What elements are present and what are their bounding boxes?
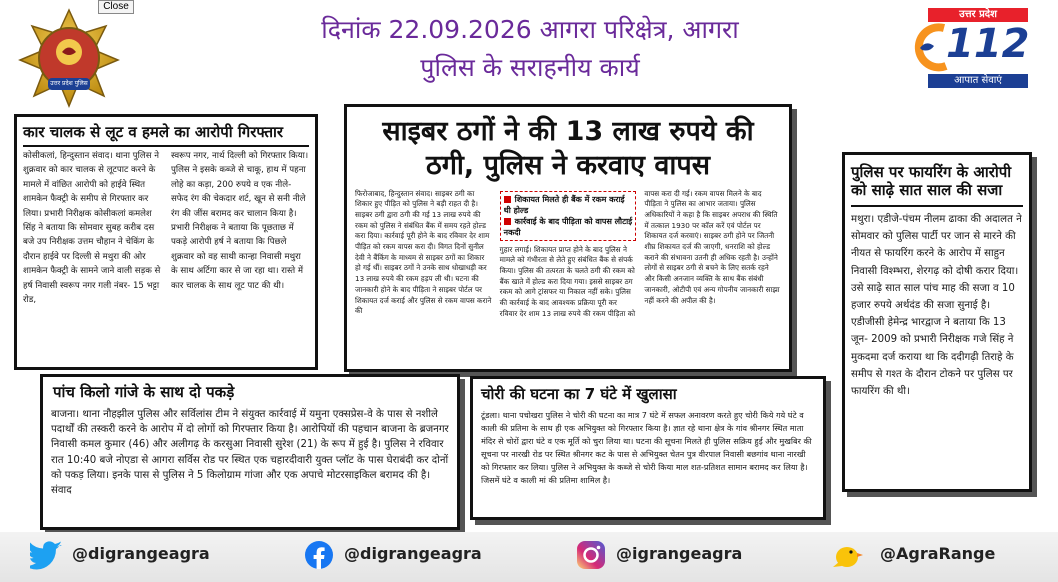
page-title-date: दिनांक 22.09.2026 आगरा परिक्षेत्र, आगरा — [321, 15, 739, 44]
up-112-logo — [912, 8, 1032, 90]
koo-handle-link[interactable]: @AgraRange — [880, 544, 996, 563]
facebook-handle-link[interactable]: @digrangeagra — [344, 544, 482, 563]
article-body: टूंडला। थाना पचोखरा पुलिस ने चोरी की घटना का मात्र 7 घंटे में सफल अनावरण करते हुए चोरी किये गये घंटे व काली की प्रतिमा के साथ ही एक अभियुक्त को गिरफ्तार किया है। ज्ञात रहे थाना क्षेत्र के गांव श्रीनगर स्थित माता मंदिर से चोरों द्वारा घंटे व एक मूर्ति को चुरा लिया था। घटना की सूचना मिलते ही पुलिस सक्रिय हुई और मुखबिर की सूचना पर नारखी रोड पर स्थित श्रीनगर कट के पास से अभियुक्त चेतन पुत्र वीरपाल निवासी बछगांव थाना नारखी को गिरफ्तार कर लिया। पुलिस ने अभियुक्त के कब्जे से चोरी किया माल शत-प्रतिशत सामान बरामद कर लिया है। जिसमें घंटे व काली मां की प्रतिमा शामिल है। — [481, 410, 812, 485]
article-headline: पुलिस पर फायरिंग के आरोपी को साढ़े सात साल की सजा — [851, 163, 1012, 199]
callout-point: कार्रवाई के बाद पीड़िता को वापस लौटाई नकदी — [503, 216, 633, 237]
social-footer — [0, 532, 1058, 582]
article-body-column: स्वरूप नगर, नार्थ दिल्ली को गिरफ्तार किया। पुलिस ने इसके कब्जे से चाकू, हाथ में पहना लोहे का कड़ा, 200 रुपये व एक नीले- सफेद रंग की चेकदार शर्ट, खून से सनी नीले रंग की जींस बरामद कर चालान किया है। प्रभारी निरीक्षक ने बताया कि पूछताछ में पकड़े आरोपी हर्ष ने बताया कि पिछले शुक्रवार को वह साथी कान्हा निवासी मथुरा के साथ अर्टिगा कार से जा रहा था। रास्ते में कार चालक के साथ लूट पाट की थी। — [171, 151, 309, 291]
article-body-column: वापस करा दी गई। रकम वापस मिलने के बाद पीड़िता ने पुलिस का आभार जताया। पुलिस अधिकारियों ने कहा है कि साइबर अपराध की स्थिति में तत्काल 1930 पर कॉल करें एवं पोर्टल पर शिकायत दर्ज करवाएं। साइबर ठगी होने पर जितनी शीघ्र शिकायत दर्ज की जाएगी, धनराशि को होल्ड कराने की संभावना उतनी ही अधिक रहती है। उन्होंने लोगों से साइबर ठगी से बचने के लिए सतर्क रहने और किसी अनजान व्यक्ति के साथ बैंक संबंधी जानकारी, ओटीपी एवं अन्य गोपनीय जानकारी साझा नहीं करने की अपील की है। — [644, 188, 780, 305]
page-title-subtitle: पुलिस के सराहनीय कार्य — [420, 53, 640, 82]
article-callout — [500, 191, 637, 241]
instagram-handle-link[interactable]: @igrangeagra — [616, 544, 743, 563]
article-headline: पांच किलो गांजे के साथ दो पकड़े — [53, 383, 235, 401]
article-body-column: गुहार लगाई। शिकायत प्राप्त होने के बाद पुलिस ने मामले को गंभीरता से लेते हुए संबंधित बैंक से संपर्क किया। पुलिस की तत्परता के चलते ठगी की रकम को बैंक खाते में होल्ड करा दिया गया। इससे साइबर ठग रकम को आगे ट्रांसफर या निकाल नहीं सके। पुलिस की कार्रवाई के बाद आवश्यक प्रक्रिया पूरी कर रविवार देर शाम 13 लाख रुपये की रकम पीड़िता को — [499, 244, 636, 318]
close-button[interactable]: Close — [98, 0, 134, 14]
red-square-bullet-icon — [504, 218, 511, 225]
logo-state-label: उत्तर प्रदेश — [928, 8, 1028, 22]
twitter-icon[interactable] — [30, 540, 64, 570]
news-clipping-cyber-fraud-refund — [344, 104, 792, 372]
up-police-emblem — [18, 8, 120, 108]
news-clipping-robbery-arrest — [14, 114, 318, 370]
emblem-caption: उत्तर प्रदेश पुलिस — [50, 80, 88, 87]
article-body: बाजना। थाना नौहझील पुलिस और सर्विलांस टीम ने संयुक्त कार्रवाई में यमुना एक्सप्रेस-वे के पास से नशीले पदार्थों की तस्करी करने के आरोप में दो लोगों को गिरफ्तार किया है। आरोपियों की पहचान बाजना के ब्रजनगर निवासी कमल कुमार (46) और अलीगढ़ के करसुआ निवासी सुरेश (21) के रूप में हुई है। पुलिस ने रविवार रात 10:40 बजे नोएडा से आगरा सर्विस रोड पर स्थित एक चहारदीवारी युक्त प्लॉट के पास घेराबंदी कर दोनों को पकड़ लिया। इनके पास से पुलिस ने 5 किलोग्राम गांजा और एक अपाचे मोटरसाइकिल बरामद की है। संवाद — [51, 409, 449, 497]
logo-number: 112 — [946, 21, 1030, 67]
article-headline: साइबर ठगों ने की 13 लाख रुपये की ठगी, पुलिस ने करवाए वापस — [382, 116, 754, 181]
koo-bird-icon[interactable] — [830, 540, 864, 570]
news-clipping-firing-sentence — [842, 152, 1032, 492]
article-headline: कार चालक से लूट व हमले का आरोपी गिरफ्तार — [23, 123, 284, 141]
twitter-handle-link[interactable]: @digrangeagra — [72, 544, 210, 563]
logo-tagline: आपात सेवाएं — [928, 74, 1028, 88]
news-clipping-ganja-seizure — [40, 374, 460, 530]
article-body: मथुरा। एडीजे-पंचम नीलम ढाका की अदालत ने सोमवार को पुलिस पार्टी पर जान से मारने की नीयत से फायरिंग करने के आरोप में साहुन निवासी विश्म्भरा, शेरगढ़ को दोषी करार दिया। उसे साढ़े सात साल पांच माह की सजा व 10 हजार रुपये अर्थदंड की सजा सुनाई है। एडीजीसी हेमेन्द्र भारद्वाज ने बताया कि 13 जून- 2009 को प्रभारी निरीक्षक गजे सिंह ने मुकदमा दर्ज कराया था कि ददीगढ़ी तिराहे के समीप से गश्त के दौरान टोकने पर पुलिस पर फायरिंग की थी। — [851, 214, 1022, 398]
callout-point: शिकायत मिलते ही बैंक में रकम कराई थी होल्ड — [503, 194, 625, 215]
red-square-bullet-icon — [504, 196, 511, 203]
instagram-icon[interactable] — [574, 540, 608, 570]
article-body-column: फिरोजाबाद, हिन्दुस्तान संवाद। साइबर ठगी का शिकार हुए पीड़ित को पुलिस ने बड़ी राहत दी है। साइबर ठगी द्वारा ठगी की गई 13 लाख रुपये की रकम को पुलिस ने संबंधित बैंक में समय रहते होल्ड करा दिया। कार्रवाई पूरी होने के बाद रविवार देर शाम पीड़ित को रकम वापस करा दी। विगत दिनों सुनील देवी ने बैंकिंग के माध्यम से साइबर ठगों का शिकार हो गई थीं। साइबर ठगों ने उनके साथ धोखाधड़ी कर 13 लाख रुपये की रकम हड़प ली थी। घटना की जानकारी होने के बाद पीड़िता ने साइबर पोर्टल पर शिकायत दर्ज कराई और पुलिस से रकम वापस कराने की — [355, 188, 492, 316]
article-body-column: कोसीकलां, हिन्दुस्तान संवाद। थाना पुलिस ने शुक्रवार को कार चालक से लूटपाट करने के मामले में वांछित आरोपी को हाईवे स्थित शामकेन फैक्ट्री के समीप से गिरफ्तार कर लिया। प्रभारी निरीक्षक कोसीकलां कमलेश सिंह ने बताया कि सोमवार सुबह करीब दस बजे उप निरीक्षक उत्तम चौहान ने चेकिंग के दौरान हाईवे पर दिल्ली से मथुरा की ओर शामकेन फैक्ट्री के सामने जाने वाली सड़क से हर्ष निवासी स्वरूप नगर गली नंबर- 15 भट्टा रोड, — [23, 151, 161, 306]
news-clipping-theft-solved — [470, 376, 826, 520]
article-headline: चोरी की घटना का 7 घंटे में खुलासा — [481, 385, 677, 403]
facebook-icon[interactable] — [302, 540, 336, 570]
